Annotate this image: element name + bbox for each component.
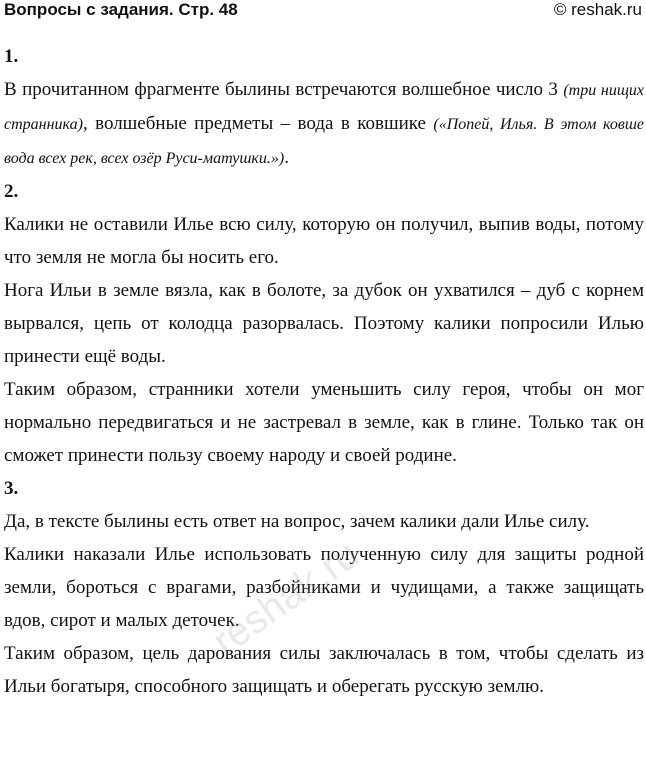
answer-paragraph: [4, 73, 644, 175]
italic-quote: (три нищих странника): [4, 82, 645, 133]
answer-paragraph: Таким образом, странники хотели уменьшить силу героя, чтобы он мог нормально передвигаться и не застревал в земле, как в глине. Только так он сможет принести пользу своему народу и своей родине.: [4, 379, 644, 466]
watermark: reshak.ru: [205, 532, 367, 665]
answer-paragraph: Нога Ильи в земле вязла, как в болоте, за дубок он ухватился – дуб с корнем вырвался, цепь от колодца разорвалась. Поэтому калики попросили Илью принести ещё воды.: [4, 280, 644, 367]
answer-paragraph: Калики наказали Илье использовать полученную силу для защиты родной земли, бороться с врагами, разбойниками и чудищами, а также защищать вдов, сирот и малых деточек.: [4, 544, 644, 631]
section-number: 1.: [4, 46, 19, 67]
section-number: 3.: [4, 478, 19, 499]
answer-paragraph: Да, в тексте былины есть ответ на вопрос, зачем калики дали Илье силу.: [4, 511, 590, 532]
page-header: [0, 0, 646, 22]
answer-content: [4, 40, 644, 703]
site-credit: © reshak.ru: [553, 0, 642, 19]
italic-quote: («Попей, Илья. В этом ковше вода всех рек, всех озёр Руси-матушки.»): [4, 116, 644, 167]
paragraph-text: , волшебные предметы – вода в ковшике: [82, 113, 434, 134]
paragraph-text: .: [284, 147, 289, 168]
section-number: 2.: [4, 181, 19, 202]
answer-paragraph: Таким образом, цель дарования силы заключалась в том, чтобы сделать из Ильи богатыря, способного защищать и оберегать русскую землю.: [4, 643, 644, 697]
paragraph-text: В прочитанном фрагменте былины встречаются волшебное число 3: [4, 79, 564, 100]
page-title: Вопросы с задания. Стр. 48: [4, 0, 238, 19]
answer-paragraph: Калики не оставили Илье всю силу, которую он получил, выпив воды, потому что земля не могла бы носить его.: [4, 214, 644, 268]
